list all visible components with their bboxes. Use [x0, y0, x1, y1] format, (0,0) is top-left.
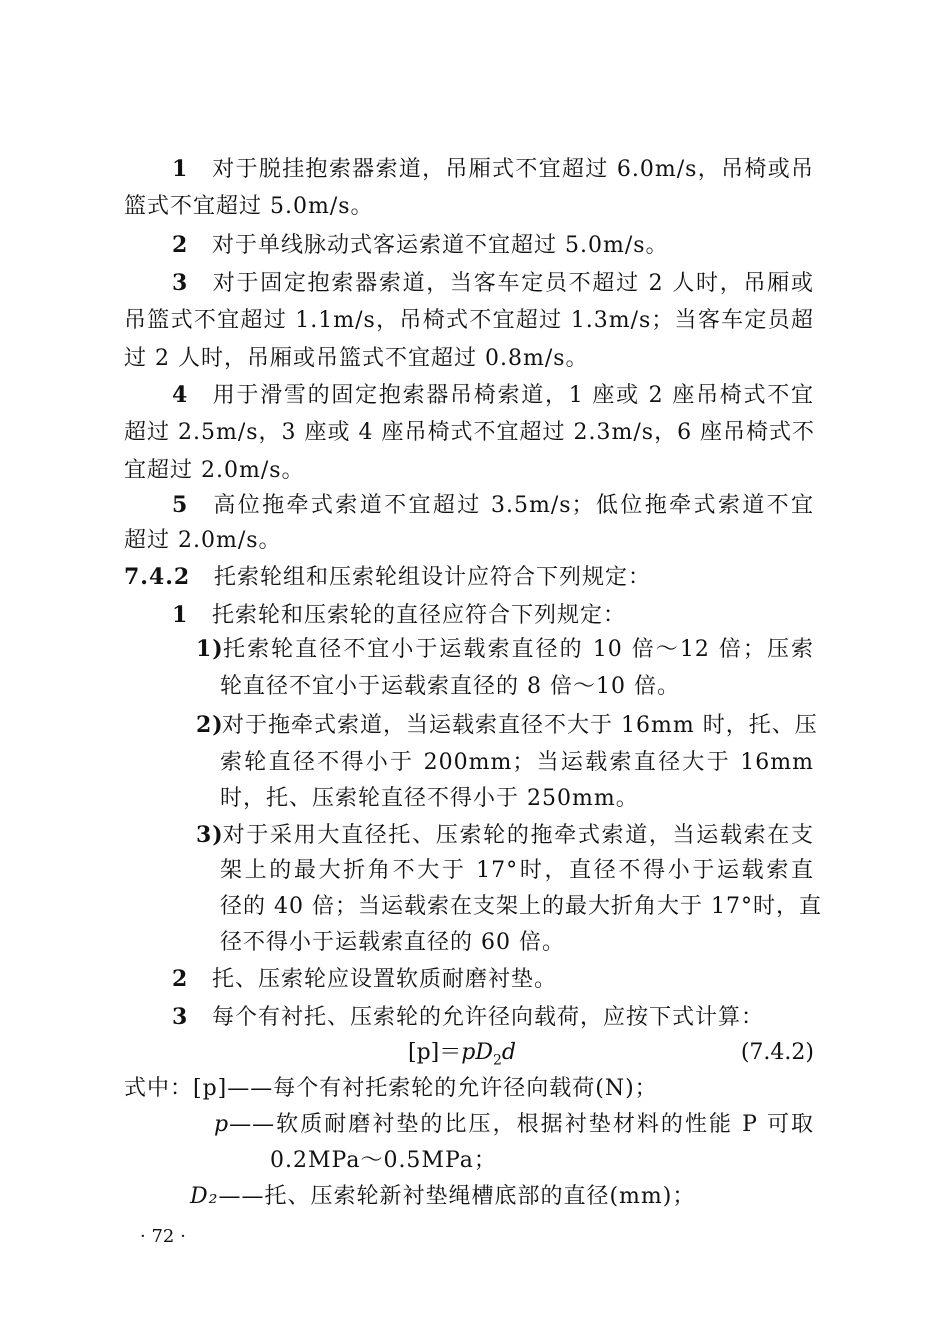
where-def-2-line-1: p——软质耐磨衬垫的比压，根据衬垫材料的性能 P 可取	[214, 1112, 814, 1137]
list-3-line-3: 径的 40 倍；当运载索在支架上的最大折角大于 17°时，直	[220, 894, 822, 919]
list-3-line-2: 架上的最大折角不大于 17°时，直径不得小于运载索直	[220, 858, 814, 883]
where-def-1: 式中：[p]——每个有衬托索轮的允许径向载荷(N)；	[124, 1076, 658, 1101]
item-4-line-1: 4 用于滑雪的固定抱索器吊椅索道，1 座或 2 座吊椅式不宜	[172, 382, 814, 408]
item-4-line-3: 宜超过 2.0m/s。	[124, 458, 305, 483]
item-4-line-2: 超过 2.5m/s，3 座或 4 座吊椅式不宜超过 2.3m/s，6 座吊椅式不	[124, 420, 816, 445]
formula: $[p]=pD_2d$	[408, 1040, 517, 1069]
item-3-line-2: 吊篮式不宜超过 1.1m/s，吊椅式不宜超过 1.3m/s；当客车定员超	[124, 308, 814, 333]
item-3-line-1: 3 对于固定抱索器索道，当客车定员不超过 2 人时，吊厢或	[172, 270, 814, 296]
list-2-line-1: 2)对于拖牵式索道，当运载索直径不大于 16mm 时，托、压	[196, 712, 818, 738]
formula-line	[124, 1036, 814, 1070]
list-2-line-2: 索轮直径不得小于 200mm；当运载索直径大于 16mm	[220, 750, 814, 775]
list-3-line-1: 3)对于采用大直径托、压索轮的拖牵式索道，当运载索在支	[196, 822, 814, 848]
item-3-line-3: 过 2 人时，吊厢或吊篮式不宜超过 0.8m/s。	[124, 346, 589, 371]
item-5-line-2: 超过 2.0m/s。	[124, 528, 282, 553]
item-2-line-1: 2 对于单线脉动式客运索道不宜超过 5.0m/s。	[172, 232, 669, 258]
item-1-line-1: 1 对于脱挂抱索器索道，吊厢式不宜超过 6.0m/s，吊椅或吊	[172, 156, 814, 182]
item-1-line-2: 篮式不宜超过 5.0m/s。	[124, 194, 374, 219]
section-heading: 7.4.2 托索轮组和压索轮组设计应符合下列规定：	[124, 564, 652, 590]
list-2-line-3: 时，托、压索轮直径不得小于 250mm。	[220, 786, 639, 811]
list-3-line-4: 径不得小于运载索直径的 60 倍。	[220, 930, 565, 955]
where-def-2-line-2: 0.2MPa～0.5MPa；	[270, 1148, 497, 1173]
page-number: · 72 ·	[140, 1226, 186, 1247]
equation-number: (7.4.2)	[740, 1040, 814, 1065]
subitem-3: 3 每个有衬托、压索轮的允许径向载荷，应按下式计算：	[172, 1004, 765, 1030]
list-1-line-2: 轮直径不宜小于运载索直径的 8 倍～10 倍。	[220, 674, 680, 699]
subitem-1: 1 托索轮和压索轮的直径应符合下列规定：	[172, 602, 627, 628]
subitem-2: 2 托、压索轮应设置软质耐磨衬垫。	[172, 966, 558, 992]
item-5-line-1: 5 高位拖牵式索道不宜超过 3.5m/s；低位拖牵式索道不宜	[172, 492, 814, 518]
where-def-3: D₂——托、压索轮新衬垫绳槽底部的直径(mm)；	[190, 1184, 696, 1209]
list-1-line-1: 1)托索轮直径不宜小于运载索直径的 10 倍～12 倍；压索	[196, 636, 814, 662]
